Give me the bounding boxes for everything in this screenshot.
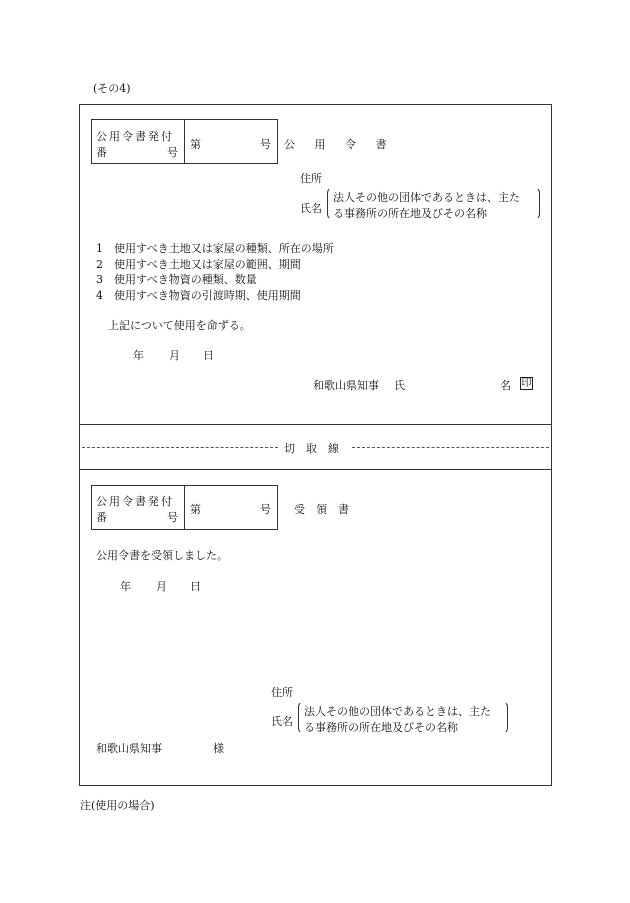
order-name-label: 氏名 (300, 202, 322, 215)
order-issuer-shi: 氏 (394, 379, 405, 392)
section-divider-top (79, 424, 552, 425)
cut-line-left (82, 447, 278, 448)
receipt-number-dai: 第 (190, 503, 201, 516)
order-item-1: 1 使用すべき土地又は家屋の種類、所在の場所 (96, 242, 334, 255)
order-number-label-ban: 番 (96, 146, 107, 159)
order-number-label-go: 号 (167, 146, 178, 159)
receipt-address-label: 住所 (271, 686, 293, 699)
order-date-day: 日 (203, 349, 214, 362)
receipt-date-day: 日 (190, 580, 201, 593)
order-item-3: 3 使用すべき物資の種類、数量 (96, 273, 257, 286)
receipt-bracket-line2: る事務所の所在地及びその名称 (304, 721, 458, 734)
order-statement: 上記について使用を命ずる。 (108, 319, 251, 332)
cut-line-label: 切 取 線 (284, 442, 339, 455)
order-number-dai: 第 (190, 138, 201, 151)
order-bracket-line2: る事務所の所在地及びその名称 (333, 207, 487, 220)
receipt-addressee: 和歌山県知事 (96, 742, 162, 755)
order-issuer: 和歌山県知事 (313, 379, 379, 392)
order-number-go: 号 (260, 138, 271, 151)
receipt-number-label-ban: 番 (96, 511, 107, 524)
receipt-name-label: 氏名 (271, 715, 293, 728)
receipt-number-label-go: 号 (167, 511, 178, 524)
order-address-label: 住所 (300, 172, 322, 185)
order-date-month: 月 (169, 349, 180, 362)
receipt-addressee-sama: 様 (213, 742, 224, 755)
section-divider-bottom (79, 469, 552, 470)
order-item-2: 2 使用すべき土地又は家屋の範囲、期間 (96, 258, 301, 271)
receipt-date-month: 月 (156, 580, 167, 593)
receipt-number-label-top: 公用令書発付 (96, 495, 174, 508)
order-issuer-mei: 名 (500, 379, 511, 392)
receipt-statement: 公用令書を受領しました。 (96, 549, 228, 562)
receipt-title: 受 領 書 (294, 503, 349, 516)
order-title: 公 用 令 書 (284, 138, 395, 151)
form-number-note: (その4) (93, 82, 131, 95)
receipt-bracket-line1: 法人その他の団体であるときは、主た (304, 705, 491, 718)
footer-note: 注(使用の場合) (80, 799, 155, 812)
order-bracket-line1: 法人その他の団体であるときは、主た (333, 191, 520, 204)
seal-mark: 印 (521, 378, 532, 389)
order-date-year: 年 (133, 349, 144, 362)
order-number-label-top: 公用令書発付 (96, 130, 174, 143)
order-item-4: 4 使用すべき物資の引渡時期、使用期間 (96, 289, 301, 302)
receipt-number-go: 号 (260, 503, 271, 516)
receipt-date-year: 年 (120, 580, 131, 593)
cut-line-right (352, 447, 549, 448)
